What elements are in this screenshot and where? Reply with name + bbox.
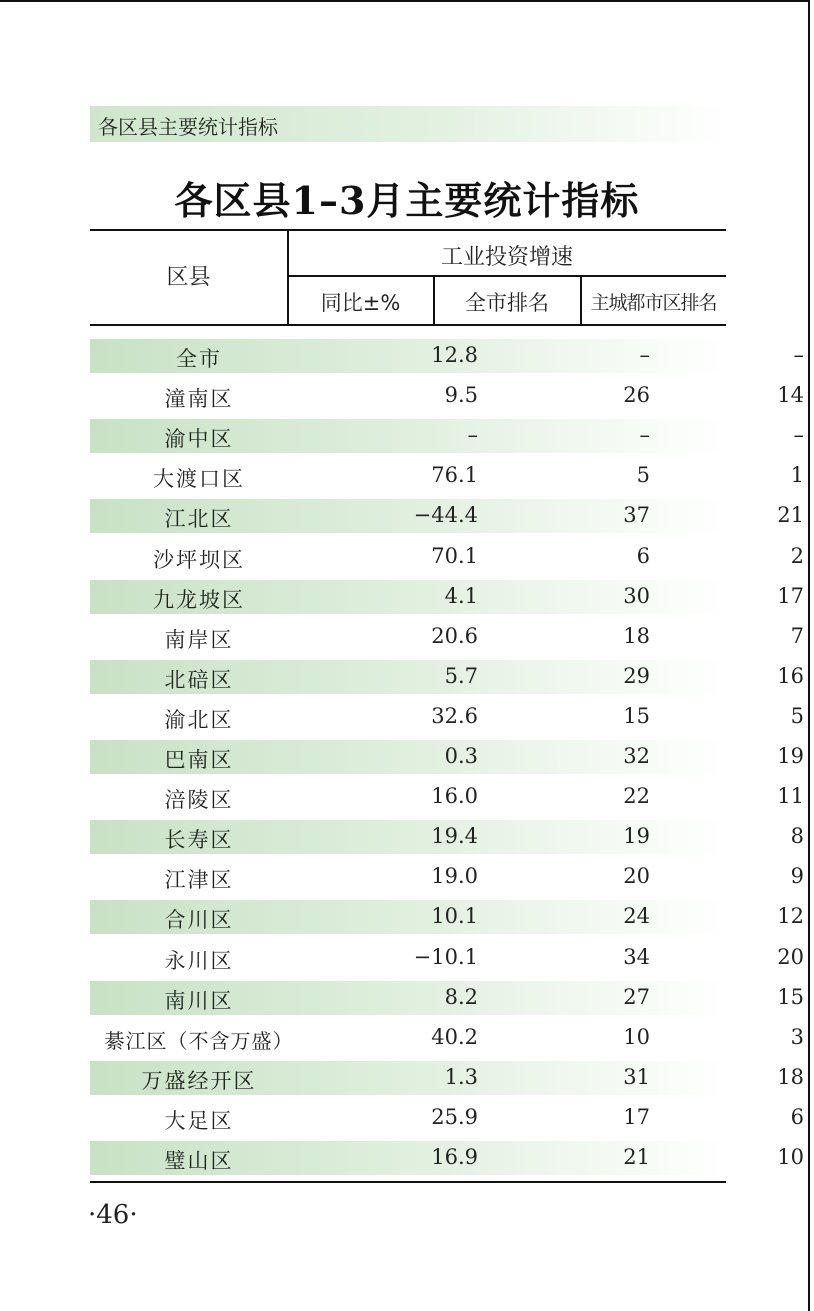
yoy-cell: 9.5 — [444, 383, 478, 407]
page-number: ·46· — [88, 1200, 138, 1230]
city-rank-cell: 24 — [623, 904, 650, 928]
city-rank-cell: 37 — [623, 503, 650, 527]
yoy-cell: 19.4 — [431, 824, 478, 848]
column-header-yoy: 同比±% — [320, 291, 401, 315]
column-header-main-urban-rank: 主城都市区排名 — [590, 292, 717, 314]
table-row — [90, 941, 804, 975]
table-row — [90, 1141, 804, 1175]
district-name-cell: 永川区 — [164, 949, 234, 973]
district-name-cell: 江津区 — [164, 868, 234, 892]
table-row — [90, 499, 804, 533]
city-rank-cell: – — [639, 343, 650, 367]
yoy-cell: −44.4 — [413, 503, 478, 527]
yoy-cell: 10.1 — [431, 904, 478, 928]
header-bottom-rule — [90, 324, 726, 326]
yoy-cell: 4.1 — [444, 584, 478, 608]
yoy-cell: 40.2 — [431, 1025, 478, 1049]
table-row — [90, 740, 804, 774]
district-name-cell: 沙坪坝区 — [153, 548, 245, 572]
district-name-cell: 北碚区 — [164, 668, 234, 692]
district-name-cell: 长寿区 — [164, 828, 234, 852]
district-name-cell: 巴南区 — [164, 748, 234, 772]
city-rank-cell: – — [639, 423, 650, 447]
district-name-cell: 大足区 — [164, 1109, 234, 1133]
city-rank-cell: 27 — [623, 985, 650, 1009]
district-name-cell: 綦江区（不含万盛） — [104, 1029, 294, 1053]
main-urban-rank-cell: 1 — [790, 463, 804, 487]
table-row — [90, 419, 804, 453]
section-header: 各区县主要统计指标 — [98, 115, 278, 139]
yoy-cell: 12.8 — [431, 343, 478, 367]
table-row — [90, 540, 804, 574]
district-name-cell: 江北区 — [164, 507, 234, 531]
yoy-cell: 5.7 — [444, 664, 478, 688]
city-rank-cell: 17 — [623, 1105, 650, 1129]
yoy-cell: −10.1 — [413, 945, 478, 969]
table-row — [90, 780, 804, 814]
table-row — [90, 339, 804, 373]
main-urban-rank-cell: 2 — [790, 544, 804, 568]
yoy-cell: 16.9 — [431, 1145, 478, 1169]
table-row — [90, 660, 804, 694]
city-rank-cell: 32 — [623, 744, 650, 768]
main-urban-rank-cell: 14 — [777, 383, 804, 407]
city-rank-cell: 15 — [623, 704, 650, 728]
main-urban-rank-cell: 11 — [777, 784, 804, 808]
table-top-rule — [90, 229, 726, 231]
yoy-cell: 32.6 — [431, 704, 478, 728]
table-row — [90, 459, 804, 493]
district-name-cell: 渝北区 — [164, 708, 234, 732]
city-rank-cell: 31 — [623, 1065, 650, 1089]
district-name-cell: 璧山区 — [164, 1149, 234, 1173]
table-row — [90, 900, 804, 934]
main-urban-rank-cell: 18 — [777, 1065, 804, 1089]
main-urban-rank-cell: 7 — [790, 624, 804, 648]
table-row — [90, 1061, 804, 1095]
group-header-rule — [288, 275, 726, 277]
yoy-cell: 20.6 — [431, 624, 478, 648]
yoy-cell: 70.1 — [431, 544, 478, 568]
city-rank-cell: 5 — [636, 463, 650, 487]
yoy-cell: 19.0 — [431, 864, 478, 888]
main-urban-rank-cell: – — [793, 343, 804, 367]
yoy-cell: 1.3 — [444, 1065, 478, 1089]
main-urban-rank-cell: 20 — [777, 945, 804, 969]
city-rank-cell: 26 — [623, 383, 650, 407]
city-rank-cell: 30 — [623, 584, 650, 608]
main-urban-rank-cell: 15 — [777, 985, 804, 1009]
district-name-cell: 大渡口区 — [153, 467, 245, 491]
district-name-cell: 万盛经开区 — [141, 1069, 257, 1093]
yoy-cell: 25.9 — [431, 1105, 478, 1129]
column-header-district: 区县 — [166, 265, 211, 290]
column-header-city-rank: 全市排名 — [465, 291, 549, 315]
city-rank-cell: 10 — [623, 1025, 650, 1049]
table-row — [90, 580, 804, 614]
main-urban-rank-cell: 9 — [790, 864, 804, 888]
district-name-cell: 南岸区 — [164, 628, 234, 652]
main-urban-rank-cell: 3 — [790, 1025, 804, 1049]
table-row — [90, 820, 804, 854]
table-row — [90, 1101, 804, 1135]
district-name-cell: 渝中区 — [164, 427, 234, 451]
city-rank-cell: 34 — [623, 945, 650, 969]
main-urban-rank-cell: 12 — [777, 904, 804, 928]
district-name-cell: 涪陵区 — [164, 788, 234, 812]
table-row — [90, 379, 804, 413]
page-title: 各区县1–3月主要统计指标 — [174, 178, 640, 223]
yoy-cell: 8.2 — [444, 985, 478, 1009]
city-rank-cell: 20 — [623, 864, 650, 888]
main-urban-rank-cell: – — [793, 423, 804, 447]
table-row — [90, 700, 804, 734]
table-row — [90, 860, 804, 894]
main-urban-rank-cell: 16 — [777, 664, 804, 688]
city-rank-cell: 21 — [623, 1145, 650, 1169]
district-name-cell: 合川区 — [164, 908, 234, 932]
district-name-cell: 九龙坡区 — [153, 588, 245, 612]
main-urban-rank-cell: 19 — [777, 744, 804, 768]
table-row — [90, 1021, 804, 1055]
yoy-cell: 0.3 — [444, 744, 478, 768]
district-name-cell: 南川区 — [164, 989, 234, 1013]
yoy-cell: – — [467, 423, 478, 447]
city-rank-cell: 29 — [623, 664, 650, 688]
main-urban-rank-cell: 10 — [777, 1145, 804, 1169]
group-header-industrial-investment: 工业投资增速 — [440, 245, 573, 270]
main-urban-rank-cell: 6 — [790, 1105, 804, 1129]
city-rank-cell: 6 — [636, 544, 650, 568]
main-urban-rank-cell: 8 — [790, 824, 804, 848]
table-row — [90, 981, 804, 1015]
table-row — [90, 620, 804, 654]
section-banner — [90, 106, 726, 142]
main-urban-rank-cell: 5 — [790, 704, 804, 728]
city-rank-cell: 22 — [623, 784, 650, 808]
main-urban-rank-cell: 21 — [777, 503, 804, 527]
yoy-cell: 76.1 — [431, 463, 478, 487]
district-name-cell: 潼南区 — [164, 387, 234, 411]
city-rank-cell: 19 — [623, 824, 650, 848]
yoy-cell: 16.0 — [431, 784, 478, 808]
district-name-cell: 全市 — [176, 347, 222, 371]
city-rank-cell: 18 — [623, 624, 650, 648]
main-urban-rank-cell: 17 — [777, 584, 804, 608]
table-bottom-rule — [90, 1181, 726, 1183]
